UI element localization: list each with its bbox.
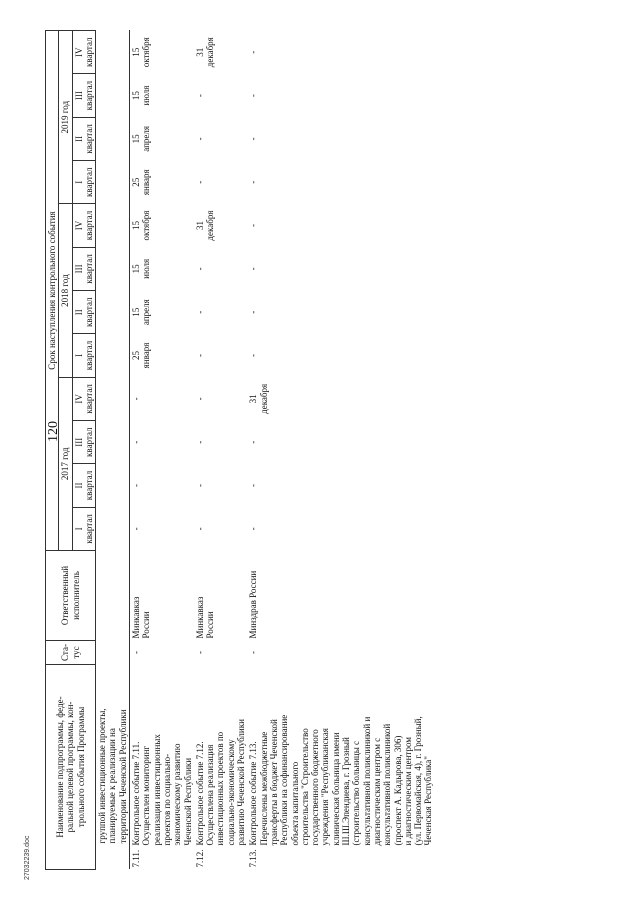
quarter-deadline-cell: - [131,484,142,488]
event-name [247,665,434,870]
header-year-2019: 2019 год [59,31,72,204]
event-description: Контрольное событие 7.12. Осуществлена реализация инвестиционных проектов по социально-экономическому развитию Чеченской Республики [194,719,247,846]
event-status: - [248,651,259,654]
quarter-deadline-cell: 15 июля [131,258,152,279]
table-row [130,31,194,870]
event-number: 7.12. [194,849,205,868]
table-row [194,31,247,870]
quarter-deadline-cell: - [194,484,205,488]
event-name [194,665,247,870]
quarter-deadline-cell: 15 октября [131,37,152,68]
quarter-deadline-cell: - [248,137,259,141]
header-quarter: II квартал [72,291,96,334]
quarter-deadline-cell: - [248,484,259,488]
header-status: Ста- тус [46,641,96,665]
quarter-deadline-cell: - [248,440,259,444]
header-quarter: III квартал [72,421,96,464]
continuation-row [96,31,130,870]
event-status: - [131,651,142,654]
table-row [247,31,434,870]
header-quarter: I квартал [72,334,96,377]
header-quarter: I квартал [72,161,96,204]
quarter-deadline-cell: - [248,94,259,98]
quarter-deadline-cell: - [248,224,259,228]
rotated-table-area [45,30,625,870]
quarter-deadline-cell: - [248,267,259,271]
quarter-deadline-cell: 15 апреля [131,299,152,326]
quarter-deadline-cell: - [194,267,205,271]
event-responsible: Минздрав России [248,570,259,639]
quarter-deadline-cell: - [194,354,205,358]
header-quarter: I квартал [72,507,96,550]
quarter-deadline-cell: - [194,440,205,444]
event-responsible: Минкавказ России [194,596,216,639]
header-quarter: II квартал [72,464,96,507]
file-name-footer: 27032239.doc [24,835,31,880]
quarter-deadline-cell: 15 апреля [131,125,152,152]
quarter-deadline-cell: - [194,397,205,401]
quarter-deadline-cell: - [194,137,205,141]
header-quarter: IV квартал [72,377,96,420]
header-quarter: III квартал [72,247,96,290]
quarter-deadline-cell: - [248,180,259,184]
header-quarter: II квартал [72,117,96,160]
quarter-deadline-cell: - [131,440,142,444]
event-status: - [194,651,205,654]
header-deadline: Срок наступления контрольного события [46,31,59,551]
header-responsible: Ответственный исполнитель [46,551,96,641]
header-name: Наименование подпрограммы, феде- ральной целевой программы, кон- трольного события Программы [46,665,96,870]
quarter-deadline-cell: - [131,397,142,401]
event-name [130,665,194,870]
header-quarter: IV квартал [72,31,96,74]
header-quarter: III квартал [72,74,96,117]
quarter-deadline-cell: - [248,527,259,531]
quarter-deadline-cell: 15 октября [131,210,152,241]
quarter-deadline-cell: - [194,180,205,184]
quarter-deadline-cell: - [194,527,205,531]
quarter-deadline-cell: - [248,310,259,314]
quarter-deadline-cell: 15 июля [131,85,152,106]
header-quarter: IV квартал [72,204,96,247]
event-number: 7.13. [248,849,259,868]
event-description: Контрольное событие 7.13. Перечислены межбюджетные трансферты в бюджет Чеченской Республики на софинансирование объекта капитального строительства "Строительство государственного бюджетного учреждения "Республиканская клиническая больница имени Ш.Ш.Эпендиева, г. Грозный (строительство больницы с консультативной поликлиникой и диагностическим центром с консультативной поликлиникой (проспект А. Кадырова, 306) и диагностическим центром (ул. Первомайская, 4), г. Грозный, Чеченская Республика" [248,714,434,846]
continuation-text: группой инвестиционные проекты, планируемые к реализации на территории Чеченской Республики [96,665,130,870]
event-number: 7.11. [131,849,142,868]
quarter-deadline-cell: 25 января [131,342,152,369]
quarter-deadline-cell: - [194,94,205,98]
quarter-deadline-cell: 31 декабря [248,383,269,414]
quarter-deadline-cell: 31 декабря [194,37,216,68]
quarter-deadline-cell: 31 декабря [194,210,216,241]
quarter-deadline-cell: - [248,354,259,358]
quarter-deadline-cell: - [248,50,259,54]
control-events-table [45,30,435,870]
quarter-deadline-cell: - [194,310,205,314]
event-responsible: Минкавказ России [131,596,152,639]
page-number: 120 [46,421,61,442]
quarter-deadline-cell: - [131,527,142,531]
header-year-2017: 2017 год [59,377,72,550]
quarter-deadline-cell: 25 января [131,169,152,196]
header-year-2018: 2018 год [59,204,72,377]
event-description: Контрольное событие 7.11. Осуществлен мониторинг реализации инвестиционных проектов по социально- экономическому развитию Чеченской Республики [131,734,193,846]
